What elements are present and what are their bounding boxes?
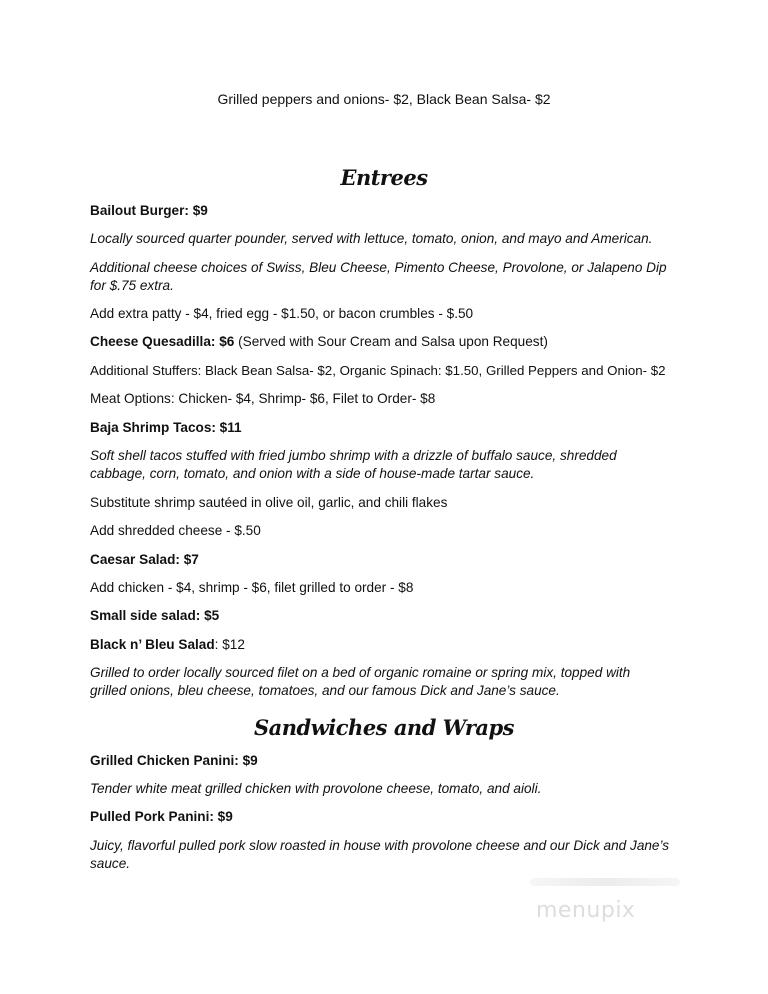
item-note-substitute-shrimp: Substitute shrimp sautéed in olive oil, garlic, and chili flakes xyxy=(90,495,448,510)
item-name-black-n-bleu-salad: Black n’ Bleu Salad xyxy=(90,637,215,652)
item-name-cheese-quesadilla: Cheese Quesadilla: $6 xyxy=(90,334,235,349)
watermark-faint-text xyxy=(530,878,680,886)
item-name-caesar-salad: Caesar Salad: $7 xyxy=(90,552,199,567)
item-desc-black-n-bleu-salad: Grilled to order locally sourced filet on a bed of organic romaine or spring mix, topped with grilled onions, bleu cheese, tomatoes, and our famous Dick and Jane’s sauce. xyxy=(90,665,631,698)
item-name-bailout-burger: Bailout Burger: $9 xyxy=(90,203,208,218)
item-cheese-quesadilla xyxy=(90,333,690,351)
item-desc-baja-shrimp-tacos: Soft shell tacos stuffed with fried jumbo shrimp with a drizzle of buffalo sauce, shredded cabbage, corn, tomato, and onion with a side of house-made tartar sauce. xyxy=(90,448,617,481)
item-desc-grilled-chicken-panini: Tender white meat grilled chicken with provolone cheese, tomato, and aioli. xyxy=(90,781,542,796)
item-note-stuffers: Additional Stuffers: Black Bean Salsa- $2, Organic Spinach: $1.50, Grilled Peppers and Onion- $2 xyxy=(90,363,666,378)
item-note-extras: Add extra patty - $4, fried egg - $1.50, or bacon crumbles - $.50 xyxy=(90,306,474,321)
section-title-entrees: Entrees xyxy=(340,165,428,190)
item-name-baja-shrimp-tacos: Baja Shrimp Tacos: $11 xyxy=(90,420,242,435)
item-black-n-bleu-salad xyxy=(90,636,690,654)
top-addon-line: Grilled peppers and onions- $2, Black Bean Salsa- $2 xyxy=(217,91,551,107)
item-name-grilled-chicken-panini: Grilled Chicken Panini: $9 xyxy=(90,753,258,768)
item-price-black-n-bleu-salad: : $12 xyxy=(214,637,245,652)
section-title-sandwiches-wraps: Sandwiches and Wraps xyxy=(253,715,515,740)
item-note-meat-options: Meat Options: Chicken- $4, Shrimp- $6, Filet to Order- $8 xyxy=(90,391,436,406)
watermark-logo: menupix xyxy=(536,898,636,923)
item-desc-bailout-burger: Locally sourced quarter pounder, served with lettuce, tomato, onion, and mayo and American. xyxy=(90,231,653,246)
item-desc-cheese-quesadilla: (Served with Sour Cream and Salsa upon Request) xyxy=(234,334,548,349)
item-name-pulled-pork-panini: Pulled Pork Panini: $9 xyxy=(90,809,233,824)
item-note-shredded-cheese: Add shredded cheese - $.50 xyxy=(90,523,261,538)
item-name-small-side-salad: Small side salad: $5 xyxy=(90,608,220,623)
item-note-cheese-choices: Additional cheese choices of Swiss, Bleu Cheese, Pimento Cheese, Provolone, or Jalapeno Dip for $.75 extra. xyxy=(90,260,667,293)
item-note-caesar-addons: Add chicken - $4, shrimp - $6, filet grilled to order - $8 xyxy=(90,580,414,595)
item-desc-pulled-pork-panini: Juicy, flavorful pulled pork slow roasted in house with provolone cheese and our Dick and Jane’s sauce. xyxy=(90,838,670,871)
